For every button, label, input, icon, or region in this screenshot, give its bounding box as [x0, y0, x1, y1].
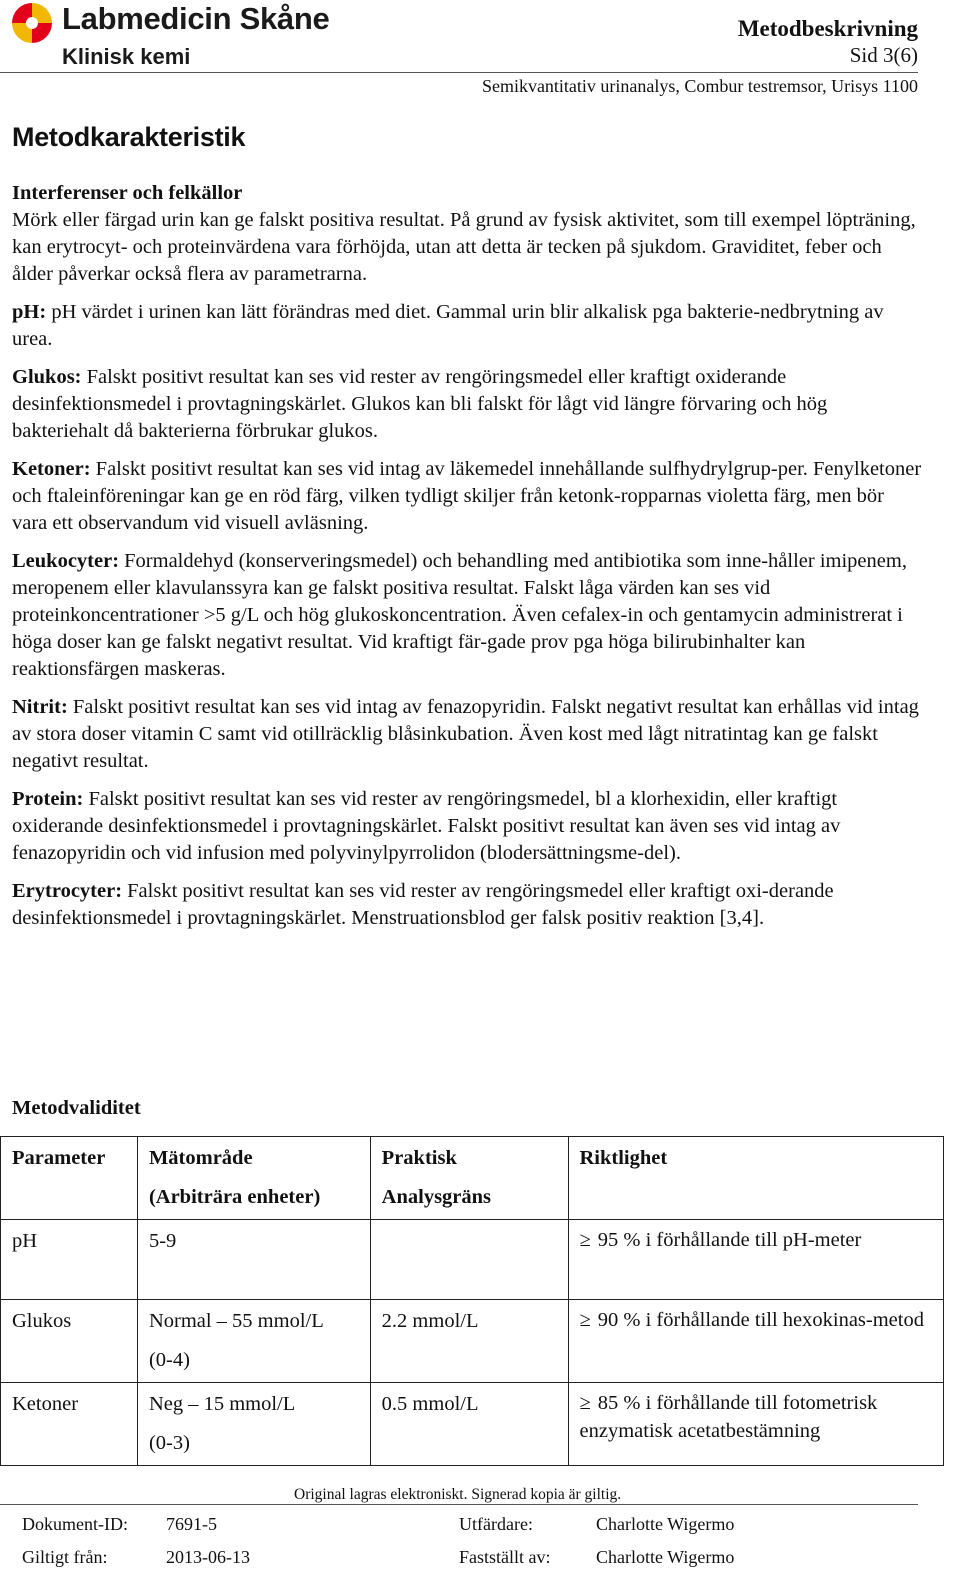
interference-item-protein	[12, 786, 924, 867]
cell-range	[137, 1220, 370, 1300]
col-header-limit	[370, 1137, 568, 1220]
item-term: pH:	[12, 301, 47, 323]
col-header-range-line1: Mätområde	[148, 1147, 253, 1169]
col-header-range-line2: (Arbiträra enheter)	[148, 1186, 321, 1208]
valid-from-value: 2013-06-13	[166, 1547, 250, 1567]
cell-range-line1: Normal – 55 mmol/L	[148, 1310, 324, 1332]
item-text: pH värdet i urinen kan lätt förändras med diet. Gammal urin blir alkalisk pga bakterie-nedbrytning av urea.	[12, 301, 884, 350]
cell-range-line2: (0-3)	[148, 1432, 190, 1454]
cell-range-line2: (0-4)	[148, 1349, 190, 1371]
cell-limit: 2.2 mmol/L	[370, 1300, 568, 1383]
item-text: Falskt positivt resultat kan ses vid rester av rengöringsmedel, bl a klorhexidin, eller kraftigt oxiderande desinfektionsmedel i provtagningskärlet. Falskt positivt resultat kan även ses vid intag av fenazopyridin och vid infusion med polyvinylpyrrolidon (blodersättningsme-del).	[12, 788, 841, 864]
cell-accuracy	[568, 1300, 944, 1383]
interference-item-leukocyter	[12, 548, 924, 683]
interference-intro: Mörk eller färgad urin kan ge falskt positiva resultat. På grund av fysisk aktivitet, som till exempel löpträning, kan erytrocyt- och proteinvärdena vara förhöjda, utan att detta är tecken på sjukdom. Graviditet, feber och ålder påverkar också flera av parametrarna.	[12, 209, 916, 285]
cell-parameter: Ketoner	[1, 1383, 138, 1466]
item-text: Falskt positivt resultat kan ses vid intag av läkemedel innehållande sulfhydrylgrup-per. Fenylketoner och ftaleinföreningar kan ge en röd färg, vilken tydligt skiljer från ketonk-ropparnas violetta färg, men bör vara ett observandum vid visuell avläsning.	[12, 458, 922, 534]
item-text: Falskt positivt resultat kan ses vid intag av fenazopyridin. Falskt negativt resultat kan erhållas vid intag av stora doser vitamin C samt vid otillräcklig blåsinkubation. Även kost med lågt nitratintag kan ge falskt negativt resultat.	[12, 696, 919, 772]
col-header-accuracy: Riktlighet	[568, 1137, 944, 1220]
item-text: Formaldehyd (konserveringsmedel) och behandling med antibiotika som inne-håller imipenem, meropenem eller klavulanssyra kan ge falskt positiva resultat. Falskt låga värden kan ses vid proteinkoncentrationer >5 g/L och hög glukoskoncentration. Även cefalex-in och gentamycin administrerat i höga doser kan ge falskt negativt resultat. Vid kraftigt fär-gade prov pga höga bilirubinhalter kan reaktionsfärgen maskeras.	[12, 550, 907, 680]
item-term: Glukos:	[12, 366, 82, 388]
cell-parameter: pH	[1, 1220, 138, 1300]
cell-parameter: Glukos	[1, 1300, 138, 1383]
col-header-parameter: Parameter	[1, 1137, 138, 1220]
cell-range	[137, 1300, 370, 1383]
geq-symbol: ≥	[579, 1392, 591, 1414]
table-row	[1, 1300, 944, 1383]
cell-range-line1: 5-9	[148, 1230, 177, 1252]
approved-by-label: Fastställt av:	[459, 1547, 551, 1567]
issuer-label: Utfärdare:	[459, 1514, 533, 1534]
col-header-limit-line2: Analysgräns	[381, 1186, 492, 1208]
cell-range-line1: Neg – 15 mmol/L	[148, 1393, 296, 1415]
item-text: Falskt positivt resultat kan ses vid rester av rengöringsmedel eller kraftigt oxi-derande desinfektionsmedel i provtagningskärlet. Menstruationsblod ger falsk positiv reaktion [3,4].	[12, 880, 834, 929]
col-header-range	[137, 1137, 370, 1220]
cell-accuracy-text: 95 % i förhållande till pH-meter	[597, 1229, 862, 1251]
labmedicin-logo-icon	[10, 2, 54, 44]
item-text: Falskt positivt resultat kan ses vid rester av rengöringsmedel eller kraftigt oxiderande desinfektionsmedel i provtagningskärlet. Glukos kan bli falskt för lågt vid längre förvaring och hög bakteriehalt då bakterierna förbrukar glukos.	[12, 366, 828, 442]
department-name: Klinisk kemi	[62, 44, 191, 69]
geq-symbol: ≥	[579, 1309, 591, 1331]
section-title: Metodkarakteristik	[12, 122, 246, 152]
header-divider	[0, 72, 918, 73]
doc-id-label: Dokument-ID:	[22, 1514, 128, 1534]
item-term: Erytrocyter:	[12, 880, 123, 902]
table-row	[1, 1383, 944, 1466]
org-name: Labmedicin Skåne	[62, 1, 330, 36]
cell-limit	[370, 1220, 568, 1300]
item-term: Nitrit:	[12, 696, 68, 718]
cell-accuracy	[568, 1383, 944, 1466]
cell-accuracy-text: 90 % i förhållande till hexokinas-metod	[597, 1309, 924, 1331]
interference-section	[12, 180, 924, 943]
cell-range	[137, 1383, 370, 1466]
cell-limit: 0.5 mmol/L	[370, 1383, 568, 1466]
document-title: Semikvantitativ urinanalys, Combur testremsor, Urisys 1100	[481, 76, 918, 96]
footer-note: Original lagras elektroniskt. Signerad kopia är giltig.	[294, 1486, 622, 1503]
item-term: Protein:	[12, 788, 84, 810]
approved-by-value: Charlotte Wigermo	[596, 1547, 735, 1567]
table-header-row	[1, 1137, 944, 1220]
interference-item-erytrocyter	[12, 878, 924, 932]
issuer-value: Charlotte Wigermo	[596, 1514, 735, 1534]
item-term: Ketoner:	[12, 458, 91, 480]
geq-symbol: ≥	[579, 1229, 591, 1251]
interference-heading: Interferenser och felkällor	[12, 182, 243, 204]
cell-accuracy-text: 85 % i förhållande till fotometrisk enzymatisk acetatbestämning	[579, 1392, 878, 1442]
col-header-limit-line1: Praktisk	[381, 1147, 457, 1169]
table-row	[1, 1220, 944, 1300]
cell-accuracy	[568, 1220, 944, 1300]
valid-from-label: Giltigt från:	[22, 1547, 108, 1567]
validity-table	[0, 1136, 944, 1466]
interference-item-ph	[12, 299, 924, 353]
doc-type: Metodbeskrivning	[737, 16, 918, 41]
interference-item-nitrit	[12, 694, 924, 775]
interference-item-glukos	[12, 364, 924, 445]
doc-id-value: 7691-5	[166, 1514, 217, 1534]
validity-heading: Metodvaliditet	[12, 1097, 141, 1119]
page-number: Sid 3(6)	[849, 43, 918, 67]
footer-divider	[0, 1504, 918, 1505]
interference-item-ketoner	[12, 456, 924, 537]
item-term: Leukocyter:	[12, 550, 120, 572]
